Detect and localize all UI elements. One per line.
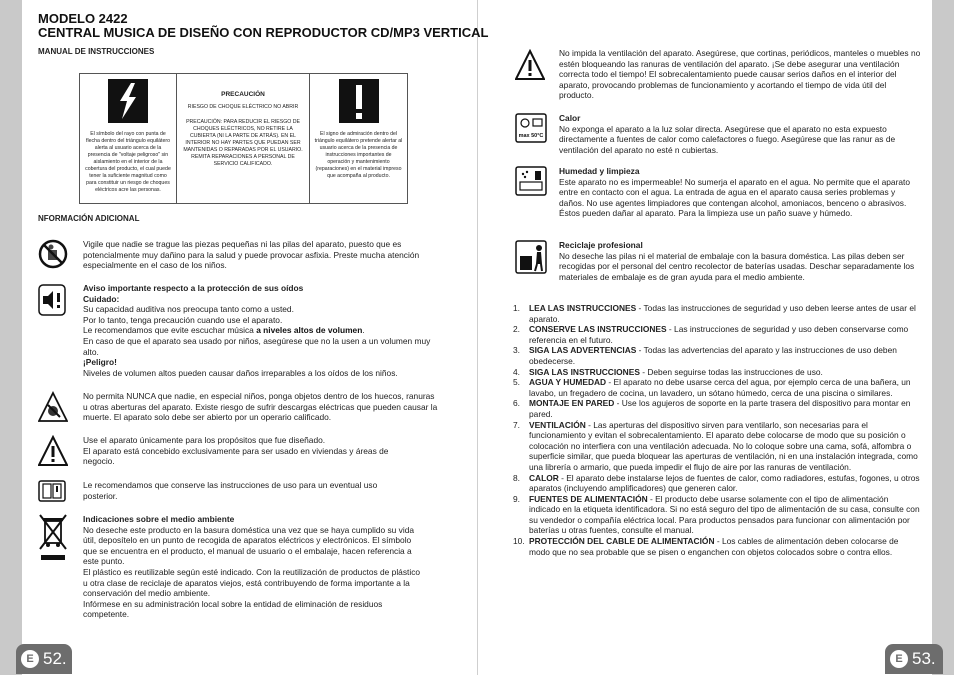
list-item: 9. FUENTES DE ALIMENTACIÓN - El producto debe usarse solamente con el tipo de alimentación indicado en la etiqueta identificadora. Si no está seguro del tipo de alimentación de su casa, consulte con su vendedor o compañía eléctrica local. Para productos pensados para funcionar con alimentación por baterías u otras fuentes, consulte el manual. xyxy=(513,493,920,536)
ventilation-text: No impida la ventilación del aparato. Asegúrese, que cortinas, periódicos, manteles o muebles no estén bloqueando las ranuras de ventilación del aparato. ¡Se debe asegurar una ventilación correcta todo el tiempo! El sobrecalentamiento puede causar serios daños en el interior del aparato, provocando problemas de funcionamiento y acortando el tiempo de vida útil del producto. xyxy=(559,48,921,101)
heat-section xyxy=(559,113,921,155)
no-small-parts-icon xyxy=(38,239,68,269)
recycle-icon xyxy=(515,240,547,274)
page-divider xyxy=(477,0,478,675)
hearing-section xyxy=(83,283,448,378)
hearing-emphasis: a niveles altos de volumen xyxy=(256,325,363,336)
purpose-line-2: El aparato está concebido exclusivamente para ser usado en viviendas y áreas de negocio. xyxy=(83,445,389,467)
exclamation-warning-icon xyxy=(339,79,379,123)
manual-book-icon xyxy=(38,480,66,502)
caution-triangle-icon xyxy=(38,435,68,467)
heat-icon-label: max 50°C xyxy=(518,133,544,139)
instructions-list xyxy=(510,303,920,557)
list-item: 4. SIGA LAS INSTRUCCIONES - Deben seguirse todas las instrucciones de uso. xyxy=(513,366,823,377)
warning-cell-exclamation xyxy=(310,74,407,203)
environment-para-1: No deseche este producto en la basura doméstica una vez que se haya cumplido su vida útil, deposítelo en un punto de recogida de aparatos eléctricos y electrónicos. El símbolo que se encuentra en el producto, el manual de usuario o el embalaje, hacen referencia a este punto. xyxy=(83,524,415,567)
humidity-text: Este aparato no es impermeable! No sumerja el aparato en el agua. No permite que el aparato entre en contacto con el agua. La entrada de agua en el aparato causa series problemas y daños. No use agentes limpiadores que contengan alcohol, amoniacos, benceno o abrasivos. Éstos pueden dañar al aparato. Para la limpieza use un paño suave y húmedo. xyxy=(559,176,911,219)
list-item: 6. MONTAJE EN PARED - Use los agujeros de soporte en la parte trasera del dispositivo para montar en pared. xyxy=(513,398,911,419)
lightning-description: El símbolo del rayo con punta de flecha dentro del triángulo equilátero alerta al usuario acerca de la presencia de "voltaje peligroso" sin aislamiento en el interior de la cobertura del producto, el cual puede tener la suficiente magnitud como para constituir un riesgo de choques eléctricos acre las personas. xyxy=(85,131,171,193)
hearing-danger-label: ¡Peligro! xyxy=(83,357,117,368)
warning-cell-lightning xyxy=(80,74,177,203)
manual-label: MANUAL DE INSTRUCCIONES xyxy=(38,47,155,56)
caution-title: PRECAUCIÓN xyxy=(221,91,265,98)
keep-manual-text: Le recomendamos que conserve las instrucciones de uso para un eventual uso posterior. xyxy=(83,480,378,501)
environment-para-2: El plástico es reutilizable según esté indicado. Con la reutilización de productos de plástico u otra clase de reciclaje de aparatos viejos, está contribuyendo de forma importante a la conservación del medio ambiente. xyxy=(83,566,421,599)
hearing-line-2: Por lo tanto, tenga precaución cuando use el aparato. xyxy=(83,314,283,325)
humidity-title: Humedad y limpieza xyxy=(559,166,640,176)
document-header xyxy=(38,12,488,40)
environment-section xyxy=(83,514,427,620)
list-item: 10. PROTECCIÓN DEL CABLE DE ALIMENTACIÓN - Los cables de alimentación deben colocarse de modo que no sea probable que se pisen o enganchen con objetos colocados sobre o contra ellos. xyxy=(513,536,899,557)
heat-text: No exponga el aparato a la luz solar directa. Asegúrese que el aparato no esta expuesto directamente a fuentes de calor como calefactores o fuego. Asegúrese que las ranur as de ventilación del aparato no esté n cubiertas. xyxy=(559,123,896,155)
page-number-right xyxy=(885,644,943,674)
objects-text: No permita NUNCA que nadie, en especial niños, ponga objetos dentro de los huecos, ranuras u otras aberturas del aparato. Existe riesgo de sufrir descargas eléctricas que pueden causar la muerte. El aparato solo debe ser abierto por un operario calificado. xyxy=(83,391,438,423)
hearing-warning-icon xyxy=(38,284,66,316)
lightning-warning-icon xyxy=(108,79,148,123)
left-margin-bar xyxy=(0,0,22,675)
info-label: NFORMACIÓN ADICIONAL xyxy=(38,214,140,223)
hearing-line-3: Le recomendamos que evite escuchar música a niveles altos de volumen. xyxy=(83,325,365,336)
small-parts-text: Vigile que nadie se trague las piezas pequeñas ni las pilas del aparato, puesto que es potencialmente muy dañino para la salud y puede provocar asfixia. Preste mucha atención especialmente en el caso de los niños. xyxy=(83,239,420,271)
humidity-section xyxy=(559,166,921,219)
list-item: 8. CALOR - El aparato debe instalarse lejos de fuentes de calor, como radiadores, estufas, fogones, u otros aparatos (incluyendo amplificadores) que generen calor. xyxy=(513,472,920,494)
product-subtitle: CENTRAL MUSICA DE DISEÑO CON REPRODUCTOR CD/MP3 VERTICAL xyxy=(38,25,489,40)
hearing-line-5: Niveles de volumen altos pueden causar daños irreparables a los oídos de los niños. xyxy=(83,367,398,378)
language-badge: E xyxy=(21,650,39,668)
hearing-line-4: En caso de que el aparato sea usado por niños, asegúrese que no la usen a un volumen muy alto. xyxy=(83,335,431,357)
language-badge: E xyxy=(890,650,908,668)
no-objects-icon xyxy=(38,391,68,423)
environment-para-3: Infórmese en su administración local sobre la entidad de eliminación de residuos competente. xyxy=(83,598,383,620)
heat-icon xyxy=(515,113,547,143)
page-number-text: 53. xyxy=(912,649,936,668)
list-item: 1. LEA LAS INSTRUCCIONES - Todas las instrucciones de seguridad y uso deben leerse antes de usar el aparato. xyxy=(513,303,916,324)
recycle-text: No deseche las pilas ni el material de embalaje con la basura doméstica. Las pilas deben ser recogidas por el personal del centro recolector de baterías usadas. Deschar separadamente los materiales de embalaje es de gran ayuda para el medio ambiente. xyxy=(559,250,915,282)
heat-title: Calor xyxy=(559,113,581,123)
ventilation-warning-icon xyxy=(515,49,545,81)
page-number-text: 52. xyxy=(43,649,67,668)
warning-cell-caution xyxy=(177,74,310,203)
right-margin-bar xyxy=(932,0,954,675)
purpose-line-1: Use el aparato únicamente para los propósitos que fue diseñado. xyxy=(83,435,326,445)
model-title: MODELO 2422 xyxy=(38,11,128,26)
recycle-section xyxy=(559,240,921,282)
page-number-left xyxy=(16,644,72,674)
purpose-section xyxy=(83,435,413,467)
list-item: 3. SIGA LAS ADVERTENCIAS - Todas las advertencias del aparato y las instrucciones de uso deben obedecerse. xyxy=(513,345,897,366)
hearing-title: Aviso importante respecto a la protección de sus oídos xyxy=(83,283,304,293)
crossed-bin-icon xyxy=(38,513,68,561)
hearing-line-1: Su capacidad auditiva nos preocupa tanto como a usted. xyxy=(83,304,294,315)
warning-table xyxy=(79,73,408,204)
caution-subtitle: RIESGO DE CHOQUE ELÉCTRICO NO ABRIR xyxy=(187,104,299,110)
list-item: 5. AGUA Y HUMEDAD - El aparato no debe usarse cerca del agua, por ejemplo cerca de una bañera, un lavabo, un fregadero de cocina, un lavadero, un sótano húmedo, cerca de una piscina o similares. xyxy=(513,377,911,398)
humidity-icon xyxy=(515,166,547,196)
list-item: 2. CONSERVE LAS INSTRUCCIONES - Las instrucciones de seguridad y uso deben conservarse como referencia en el futuro. xyxy=(513,324,909,345)
list-item: 7. VENTILACIÓN - Las aperturas del dispositivo sirven para ventilarlo, son necesarias para el funcionamiento y evitan el sobrecalentamiento. El aparato debe colocarse de modo que su posición o colocación no interfiera con una ventilación adecuada. No lo coloque sobre una cama, sofá, alfombra o superficie similar, que pueda bloquear las aperturas de ventilación, ni en una instalación integrada, como una librería o armario, que pueda impedir el flujo de aire por las ranuras de ventilación. xyxy=(513,419,918,472)
exclamation-description: El signo de admiración dentro del triángulo equilátero pretende alertar al usuario acerca de la presencia de instrucciones importantes de operación y mantenimiento (reparaciones) en el material impreso que acompaña al producto. xyxy=(314,131,403,179)
hearing-care-label: Cuidado: xyxy=(83,293,120,304)
environment-title: Indicaciones sobre el medio ambiente xyxy=(83,514,235,524)
recycle-title: Reciclaje profesional xyxy=(559,240,643,250)
caution-body: PRECAUCIÓN: PARA REDUCIR EL RIESGO DE CHOQUES ELÉCTRICOS, NO RETIRE LA CUBIERTA (NI LA PARTE DE ATRÁS). EN EL INTERIOR NO HAY PARTES QUE PUEDAN SER MANTENIDAS O REPARADAS POR EL USUARIO. REMITA REPARACIONES A PERSONAL DE SERVICIO CALIFICADO. xyxy=(183,119,303,167)
